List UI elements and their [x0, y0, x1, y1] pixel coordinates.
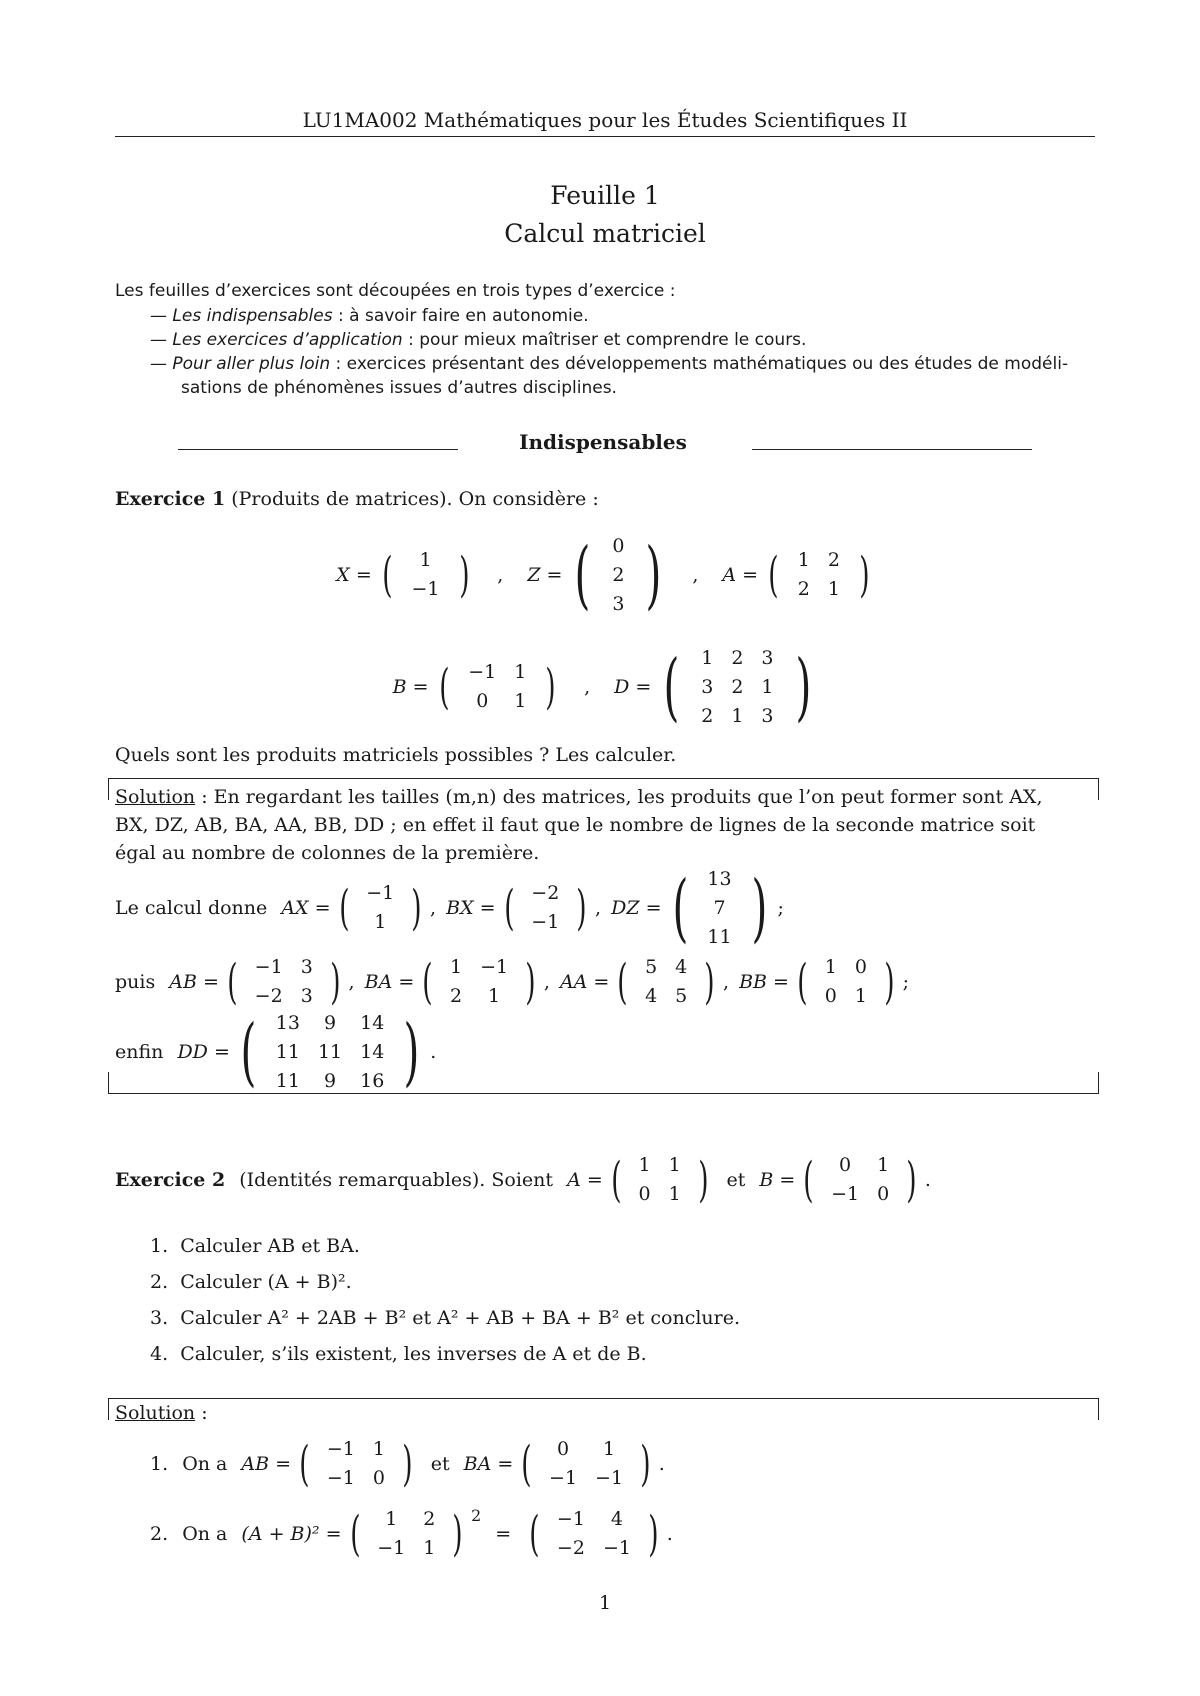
matrix-cell: 11	[275, 1040, 300, 1063]
matrix-cell: 0	[476, 690, 489, 712]
matrix-cell: −1	[468, 661, 497, 683]
matrix-cell: 5	[645, 956, 658, 978]
matrix-cell: 4	[675, 956, 688, 978]
matrix	[403, 546, 449, 604]
matrix-cell: −1	[531, 911, 560, 933]
solution-1-text: égal au nombre de colonnes de la première.	[115, 842, 540, 864]
matrix	[822, 1151, 898, 1209]
matrix	[441, 953, 517, 1011]
matrix-cell: 1	[854, 985, 867, 1007]
exercise-2-heading: Exercice 2 (Identités remarquables). Soient A = ( 1 1 0 1 ) et B = ( 0 1 −1 0 ) .	[115, 1152, 931, 1208]
exercise-2-item: 3. Calculer A² + 2AB + B² et A² + AB + BA + B² et conclure.	[150, 1307, 741, 1329]
matrix-cell: 3	[612, 592, 625, 615]
matrix-cell: 4	[645, 985, 658, 1007]
header-rule	[115, 136, 1095, 137]
matrix-cell: 2	[827, 549, 840, 571]
section-rule-right	[752, 449, 1032, 450]
matrix-cell: 13	[707, 867, 732, 890]
matrix-cell: 1	[638, 1154, 651, 1176]
intro-continuation: sations de phénomènes issues d’autres disciplines.	[181, 378, 617, 398]
matrix	[548, 1505, 640, 1563]
matrix-cell: −2	[531, 882, 560, 904]
exercise-2-item: 2. Calculer (A + B)².	[150, 1271, 352, 1293]
solution-1-top-border	[108, 778, 1098, 779]
matrix	[698, 865, 740, 952]
matrix-cell: 0	[638, 1183, 651, 1205]
matrix-cell: 1	[761, 675, 774, 698]
matrix-cell: 0	[854, 956, 867, 978]
matrix-cell: 0	[372, 1467, 385, 1489]
matrix	[636, 953, 696, 1011]
matrix-cell: 16	[360, 1069, 385, 1092]
solution-1-text: BX, DZ, AB, BA, AA, BB, DD ; en effet il faut que le nombre de lignes de la seconde matrice soit	[115, 814, 1036, 836]
solution-1-text: Solution : En regardant les tailles (m,n) des matrices, les produits que l’on peut former sont AX,	[115, 786, 1043, 808]
matrix-cell: 1	[419, 549, 432, 571]
solution-1-dd-line: enfin DD = ( 13 9 14 11 11 14 11 9 16 ) .	[115, 1009, 437, 1095]
section-rule-left	[178, 449, 458, 450]
matrix	[603, 532, 633, 619]
matrix-cell: 7	[713, 896, 726, 919]
matrix-cell: 1	[450, 956, 463, 978]
solution-2-step-2: 2. On a (A + B)² = ( 1 2 −1 1 ) $^2$ = ( −1 4 −2 −1 ) .	[150, 1506, 673, 1562]
matrix-cell: −1	[377, 1537, 406, 1559]
sheet-subtitle: Calcul matriciel	[504, 219, 706, 248]
matrix	[318, 1435, 394, 1493]
matrix-cell: −1	[595, 1467, 624, 1489]
matrix-cell: −1	[326, 1438, 355, 1460]
matrix-cell: 4	[610, 1508, 623, 1530]
matrix-cell: 1	[372, 1438, 385, 1460]
exercise-2-item: 4. Calculer, s’ils existent, les inverses de A et de B.	[150, 1343, 647, 1365]
matrix	[789, 546, 849, 604]
matrix	[246, 953, 322, 1011]
matrix-cell: 11	[275, 1069, 300, 1092]
matrix-cell: −1	[556, 1508, 585, 1530]
matrix	[357, 879, 403, 937]
matrix-cell: 2	[731, 646, 744, 669]
matrix	[267, 1009, 394, 1096]
course-header: LU1MA002 Mathématiques pour les Études Scientifiques II	[302, 108, 908, 132]
matrix-cell: 3	[300, 985, 313, 1007]
intro-item: — Les indispensables : à savoir faire en autonomie.	[150, 306, 589, 326]
matrix	[630, 1151, 690, 1209]
matrix-cell: 1	[488, 985, 501, 1007]
matrix-cell: −2	[254, 985, 283, 1007]
matrix	[522, 879, 568, 937]
matrix-cell: 0	[556, 1438, 570, 1460]
exercise-1-question: Quels sont les produits matriciels possibles ? Les calculer.	[115, 744, 677, 766]
matrix-cell: 1	[514, 690, 527, 712]
solution-1-left-border-bottom	[108, 1072, 109, 1094]
matrix	[540, 1435, 632, 1493]
matrix-cell: 2	[450, 985, 463, 1007]
matrix-cell: 1	[603, 1438, 616, 1460]
solution-1-right-border	[1098, 778, 1099, 800]
matrix-cell: −1	[411, 578, 440, 600]
matrix-cell: 1	[385, 1508, 398, 1530]
matrix-cell: 0	[839, 1154, 852, 1176]
matrix-cell: −2	[556, 1537, 585, 1559]
intro-item: — Les exercices d’application : pour mieux maîtriser et comprendre le cours.	[150, 330, 807, 350]
matrix-cell: 11	[707, 925, 732, 948]
matrix-cell: −1	[254, 956, 283, 978]
solution-1-products-line: puis AB = ( −1 3 −2 3 ) , BA = ( 1 −1 2 1 ) , AA = ( 5 4 4 5 ) , BB = ( 1 0 0 1 ) ;	[115, 954, 910, 1010]
matrix-cell: 1	[701, 646, 714, 669]
sheet-title: Feuille 1	[550, 181, 660, 210]
matrix-cell: 2	[701, 704, 714, 727]
matrix-cell: 1	[797, 549, 810, 571]
matrix	[368, 1505, 444, 1563]
matrix-cell: 1	[877, 1154, 890, 1176]
matrix-cell: 3	[761, 704, 774, 727]
page-number: 1	[598, 1592, 612, 1614]
matrix-cell: 1	[827, 578, 840, 600]
solution-2-label: Solution :	[115, 1402, 208, 1424]
matrix-cell: 5	[675, 985, 688, 1007]
matrix-cell: 1	[514, 661, 527, 683]
exercise-1-heading: Exercice 1 (Produits de matrices). On considère :	[115, 488, 599, 510]
matrix-cell: 14	[360, 1011, 385, 1034]
matrix-cell: 1	[668, 1183, 681, 1205]
matrix-cell: −1	[366, 882, 395, 904]
solution-2-top-border	[108, 1398, 1098, 1399]
matrix-cell: 11	[317, 1040, 343, 1063]
matrix-cell: 1	[668, 1154, 681, 1176]
matrix	[459, 658, 535, 716]
exercise-2-item: 1. Calculer AB et BA.	[150, 1235, 360, 1257]
exercise-1-matrices-row2: B = ( −1 1 0 1 ) , D = ( 1 2 3 3 2 1 2 1 3 )	[392, 644, 811, 730]
solution-1-bottom-border	[108, 1093, 1098, 1094]
matrix	[692, 644, 782, 731]
matrix-cell: 2	[612, 563, 625, 586]
matrix-cell: 3	[761, 646, 774, 669]
matrix-cell: 0	[612, 534, 625, 557]
exercise-1-matrices-row1: X = ( 1 −1 ) , Z = ( 0 2 3 ) , A = ( 1 2 2 1 )	[336, 532, 870, 618]
matrix-cell: 0	[877, 1183, 890, 1205]
matrix-cell: 3	[701, 675, 714, 698]
intro-lead: Les feuilles d’exercices sont découpées en trois types d’exercice :	[115, 281, 676, 301]
matrix-cell: 0	[824, 985, 837, 1007]
matrix-cell: −1	[831, 1183, 860, 1205]
matrix-cell: 1	[423, 1537, 436, 1559]
matrix-cell: 13	[275, 1011, 300, 1034]
solution-1-left-border	[108, 778, 109, 800]
matrix-cell: 9	[323, 1069, 337, 1092]
matrix-cell: 1	[824, 956, 837, 978]
solution-2-right-border	[1098, 1398, 1099, 1420]
matrix-cell: 1	[374, 911, 387, 933]
matrix-cell: −1	[549, 1467, 578, 1489]
matrix-cell: 3	[300, 956, 313, 978]
matrix-cell: 9	[323, 1011, 337, 1034]
matrix-cell: 1	[731, 704, 744, 727]
matrix-cell: 2	[423, 1508, 436, 1530]
matrix-cell: −1	[480, 956, 509, 978]
matrix-cell: 2	[797, 578, 810, 600]
solution-1-calc-line: Le calcul donne AX = ( −1 1 ) , BX = ( −2 −1 ) , DZ = ( 13 7 11 ) ;	[115, 865, 784, 951]
matrix	[816, 953, 876, 1011]
matrix-cell: 2	[731, 675, 744, 698]
matrix-cell: 14	[360, 1040, 385, 1063]
intro-item: — Pour aller plus loin : exercices présentant des développements mathématiques ou des études de modéli-	[150, 354, 1069, 374]
solution-2-step-1: 1. On a AB = ( −1 1 −1 0 ) et BA = ( 0 1 −1 −1 ) .	[150, 1436, 665, 1492]
matrix-cell: −1	[326, 1467, 355, 1489]
solution-2-left-border	[108, 1398, 109, 1420]
section-title: Indispensables	[519, 430, 687, 454]
matrix-cell: −1	[602, 1537, 631, 1559]
solution-1-right-border-bottom	[1098, 1072, 1099, 1094]
